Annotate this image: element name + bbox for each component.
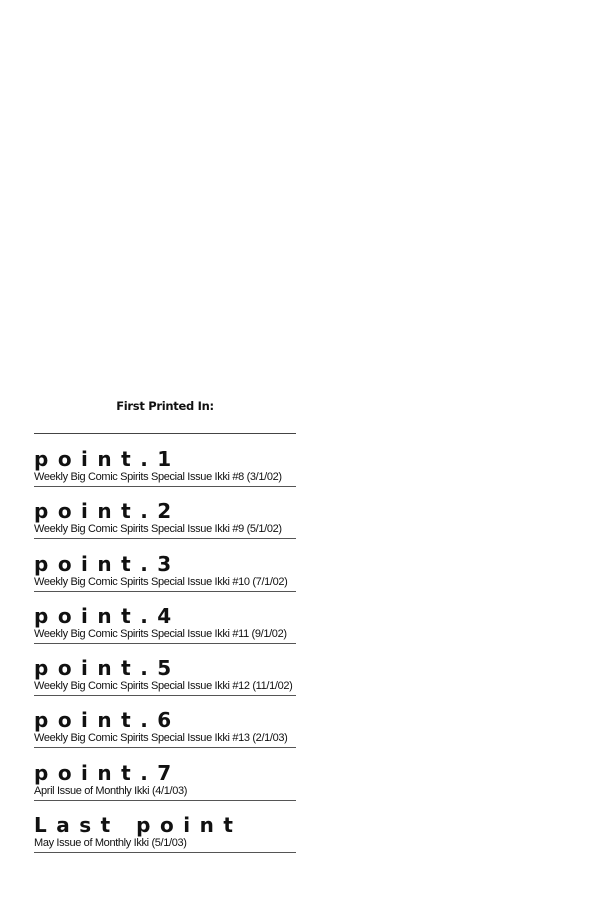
entry-title: point.7: [34, 760, 181, 785]
entry-divider: [34, 643, 296, 644]
entry-title: point.2: [34, 499, 181, 524]
entry-source: April Issue of Monthly Ikki (4/1/03): [34, 784, 188, 797]
credit-entry: [34, 814, 314, 866]
entry-source: Weekly Big Comic Spirits Special Issue Ikki #9 (5/1/02): [34, 523, 282, 536]
credit-entry: [34, 448, 314, 500]
entry-source: Weekly Big Comic Spirits Special Issue Ikki #11 (9/1/02): [34, 627, 287, 640]
entry-title: point.1: [34, 447, 181, 471]
entry-title: point.4: [34, 603, 181, 628]
entry-source: Weekly Big Comic Spirits Special Issue Ikki #10 (7/1/02): [34, 575, 288, 588]
entry-divider: [34, 800, 296, 801]
credits-list: [34, 448, 314, 866]
credit-entry: [34, 553, 314, 605]
entry-divider: [34, 538, 296, 539]
entry-divider: [34, 591, 296, 592]
entry-source: Weekly Big Comic Spirits Special Issue Ikki #12 (11/1/02): [34, 680, 293, 693]
page-heading: First Printed In:: [116, 399, 214, 413]
heading-divider: [34, 433, 296, 434]
entry-divider: [34, 747, 296, 748]
credit-entry: [34, 657, 314, 709]
entry-source: May Issue of Monthly Ikki (5/1/03): [34, 837, 187, 850]
entry-divider: [34, 486, 296, 487]
credit-entry: [34, 762, 314, 814]
entry-divider: [34, 695, 296, 696]
entry-title: point.6: [34, 708, 181, 733]
entry-divider: [34, 852, 296, 853]
entry-title: Last point: [34, 813, 243, 838]
entry-source: Weekly Big Comic Spirits Special Issue Ikki #8 (3/1/02): [34, 471, 282, 483]
entry-title: point.3: [34, 551, 181, 576]
credit-entry: [34, 709, 314, 761]
entry-source: Weekly Big Comic Spirits Special Issue Ikki #13 (2/1/03): [34, 732, 288, 745]
credit-entry: [34, 500, 314, 552]
credit-entry: [34, 605, 314, 657]
entry-title: point.5: [34, 656, 181, 681]
